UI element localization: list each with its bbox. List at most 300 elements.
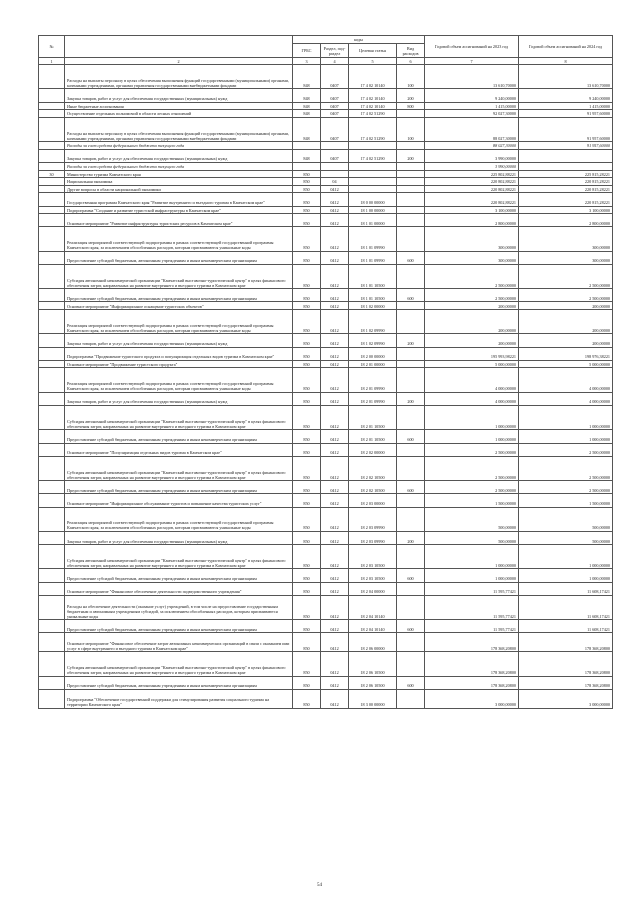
row-expense-type xyxy=(397,347,425,360)
row-amount-2024: 500,00000 xyxy=(519,531,613,544)
row-target-article xyxy=(349,162,397,170)
row-name: Субсидия автономной некоммерческой организации "Камчатский выставочно-туристический центр" в целях финансового обеспечения затрат, направленных на развитие внутреннего и въездного туризма в Камчатском крае xyxy=(65,545,293,569)
row-name: Предоставление субсидий бюджетным, автономным учреждениям и иным некоммерческим организациям xyxy=(65,481,293,494)
row-target-article: 18 2 03 00000 xyxy=(349,494,397,507)
row-number xyxy=(39,227,65,251)
row-expense-type: 800 xyxy=(397,102,425,110)
row-target-article: 18 1 01 09990 xyxy=(349,251,397,264)
row-expense-type xyxy=(397,178,425,186)
header-idx: 5 xyxy=(349,58,397,65)
row-razdel: 0412 xyxy=(321,310,349,334)
row-target-article xyxy=(349,185,397,193)
row-target-article: 18 2 04 10140 xyxy=(349,595,397,619)
row-amount-2023: 88 027,30000 xyxy=(425,142,519,150)
row-amount-2024: 1 000,00000 xyxy=(519,569,613,582)
row-grbs: 850 xyxy=(293,178,321,186)
table-row xyxy=(39,162,613,170)
row-name: Предоставление субсидий бюджетным, автономным учреждениям и иным некоммерческим организациям xyxy=(65,289,293,302)
row-amount-2023: 300,00000 xyxy=(425,251,519,264)
row-amount-2023: 1 500,00000 xyxy=(425,494,519,507)
row-grbs: 850 xyxy=(293,582,321,595)
row-razdel: 0412 xyxy=(321,676,349,689)
table-row xyxy=(39,185,613,193)
table-row xyxy=(39,193,613,206)
row-number xyxy=(39,110,65,118)
table-row xyxy=(39,595,613,619)
row-razdel: 0407 xyxy=(321,117,349,141)
table-row xyxy=(39,206,613,214)
row-amount-2024: 11 608,17421 xyxy=(519,595,613,619)
budget-table xyxy=(38,35,613,709)
table-row xyxy=(39,569,613,582)
table-row xyxy=(39,89,613,102)
row-number xyxy=(39,214,65,227)
row-amount-2023: 1 415,00000 xyxy=(425,102,519,110)
table-row xyxy=(39,302,613,310)
row-amount-2023: 13 610,70000 xyxy=(425,65,519,89)
row-razdel: 0407 xyxy=(321,110,349,118)
row-target-article: 18 0 00 00000 xyxy=(349,193,397,206)
row-expense-type xyxy=(397,162,425,170)
row-number xyxy=(39,264,65,288)
row-name: Реализация мероприятий соответствующей подпрограммы в рамках соответствующей государственной программы Камчатского края, за исключением обособленных расходов, которым присваиваются уникальные коды xyxy=(65,507,293,531)
row-target-article: 18 1 01 00000 xyxy=(349,214,397,227)
row-number xyxy=(39,443,65,456)
row-amount-2024: 198 976,38221 xyxy=(519,347,613,360)
row-name: Субсидия автономной некоммерческой организации "Камчатский выставочно-туристический центр" в целях финансового обеспечения затрат, направленных на развитие внутреннего и въездного туризма в Камчатском крае xyxy=(65,456,293,480)
table-row xyxy=(39,652,613,676)
row-razdel: 0412 xyxy=(321,494,349,507)
row-razdel: 0412 xyxy=(321,360,349,368)
row-expense-type xyxy=(397,360,425,368)
row-amount-2024 xyxy=(519,162,613,170)
row-number xyxy=(39,360,65,368)
header-razdel: Раздел, под-раздел xyxy=(321,44,349,58)
header-2023: Годовой объем ассигнований на 2023 год xyxy=(425,36,519,58)
row-amount-2023: 2 500,00000 xyxy=(425,443,519,456)
row-grbs: 848 xyxy=(293,102,321,110)
row-amount-2023: 92 027,30000 xyxy=(425,110,519,118)
row-expense-type xyxy=(397,302,425,310)
row-name: Иные бюджетные ассигнования xyxy=(65,102,293,110)
row-grbs: 848 xyxy=(293,117,321,141)
row-target-article: 18 2 01 10500 xyxy=(349,405,397,429)
row-number xyxy=(39,347,65,360)
row-name: Предоставление субсидий бюджетным, автономным учреждениям и иным некоммерческим организациям xyxy=(65,676,293,689)
row-grbs: 850 xyxy=(293,347,321,360)
row-grbs: 850 xyxy=(293,264,321,288)
row-razdel: 0412 xyxy=(321,569,349,582)
row-number xyxy=(39,117,65,141)
row-number xyxy=(39,430,65,443)
row-amount-2023: 3 100,00000 xyxy=(425,206,519,214)
row-number xyxy=(39,102,65,110)
row-name: Предоставление субсидий бюджетным, автономным учреждениям и иным некоммерческим организациям xyxy=(65,569,293,582)
table-row xyxy=(39,117,613,141)
row-amount-2023: 500,00000 xyxy=(425,507,519,531)
row-target-article: 18 1 02 09990 xyxy=(349,310,397,334)
row-name: Национальная экономика xyxy=(65,178,293,186)
row-name: Основное мероприятие "Продвижение туристского продукта" xyxy=(65,360,293,368)
row-expense-type xyxy=(397,443,425,456)
table-row xyxy=(39,405,613,429)
row-amount-2024: 11 608,17421 xyxy=(519,620,613,633)
table-row xyxy=(39,102,613,110)
table-row xyxy=(39,310,613,334)
row-amount-2023: 2 500,00000 xyxy=(425,456,519,480)
table-row xyxy=(39,264,613,288)
row-name: Осуществление отдельных полномочий в области лесных отношений xyxy=(65,110,293,118)
row-target-article: 18 1 01 10500 xyxy=(349,289,397,302)
header-grbs: ГРБС xyxy=(293,44,321,58)
row-grbs: 850 xyxy=(293,507,321,531)
row-target-article: 18 1 01 09990 xyxy=(349,227,397,251)
row-grbs: 850 xyxy=(293,360,321,368)
row-amount-2024: 178 368,20800 xyxy=(519,676,613,689)
table-row xyxy=(39,251,613,264)
row-amount-2023: 178 368,20800 xyxy=(425,633,519,652)
table-row xyxy=(39,531,613,544)
row-target-article: 18 2 03 09990 xyxy=(349,507,397,531)
row-amount-2024: 3 100,00000 xyxy=(519,206,613,214)
row-razdel: 0412 xyxy=(321,405,349,429)
row-target-article: 18 2 04 00000 xyxy=(349,582,397,595)
row-amount-2023: 11 595,77421 xyxy=(425,582,519,595)
row-grbs: 848 xyxy=(293,149,321,162)
row-name: Основное мероприятие "Развитие инфраструктуры туристских ресурсов в Камчатском крае" xyxy=(65,214,293,227)
row-number xyxy=(39,185,65,193)
table-body xyxy=(39,65,613,709)
row-amount-2023: 88 027,30000 xyxy=(425,117,519,141)
row-number xyxy=(39,633,65,652)
table-row xyxy=(39,227,613,251)
row-amount-2023: 1 000,00000 xyxy=(425,430,519,443)
row-number xyxy=(39,149,65,162)
row-amount-2023: 9 240,00000 xyxy=(425,89,519,102)
row-name: Закупка товаров, работ и услуг для обеспечения государственных (муниципальных) нужд xyxy=(65,89,293,102)
row-expense-type xyxy=(397,206,425,214)
row-name: Реализация мероприятий соответствующей подпрограммы в рамках соответствующей государственной программы Камчатского края, за исключением обособленных расходов, которым присваиваются уникальные коды xyxy=(65,310,293,334)
row-grbs: 850 xyxy=(293,170,321,178)
row-razdel: 0412 xyxy=(321,302,349,310)
row-razdel xyxy=(321,170,349,178)
row-razdel: 0412 xyxy=(321,214,349,227)
row-name: Субсидия автономной некоммерческой организации "Камчатский выставочно-туристический центр" в целях финансового обеспечения затрат, направленных на развитие внутреннего и въездного туризма в Камчатском крае xyxy=(65,652,293,676)
header-codes: коды xyxy=(293,36,425,44)
row-expense-type xyxy=(397,545,425,569)
row-number xyxy=(39,178,65,186)
row-target-article: 18 2 03 10500 xyxy=(349,545,397,569)
row-target-article: 18 2 02 10500 xyxy=(349,456,397,480)
row-amount-2023: 300,00000 xyxy=(425,227,519,251)
row-target-article xyxy=(349,170,397,178)
header-vr: Вид расходов xyxy=(397,44,425,58)
row-amount-2023: 5 000,00000 xyxy=(425,360,519,368)
row-expense-type: 600 xyxy=(397,569,425,582)
row-expense-type: 600 xyxy=(397,251,425,264)
row-grbs: 850 xyxy=(293,456,321,480)
row-number xyxy=(39,582,65,595)
row-target-article: 18 2 02 00000 xyxy=(349,443,397,456)
row-grbs: 848 xyxy=(293,110,321,118)
row-number xyxy=(39,251,65,264)
header-idx: 3 xyxy=(293,58,321,65)
table-row xyxy=(39,676,613,689)
row-number xyxy=(39,405,65,429)
row-razdel: 0407 xyxy=(321,89,349,102)
table-row xyxy=(39,170,613,178)
row-amount-2023: 3 990,00000 xyxy=(425,162,519,170)
header-idx: 4 xyxy=(321,58,349,65)
row-amount-2024 xyxy=(519,149,613,162)
row-expense-type xyxy=(397,494,425,507)
row-number xyxy=(39,193,65,206)
row-number xyxy=(39,392,65,405)
row-number xyxy=(39,531,65,544)
row-expense-type xyxy=(397,689,425,708)
row-amount-2024: 13 610,70000 xyxy=(519,65,613,89)
row-expense-type: 200 xyxy=(397,149,425,162)
row-expense-type: 100 xyxy=(397,65,425,89)
row-amount-2024: 178 368,20800 xyxy=(519,652,613,676)
row-amount-2023: 1 000,00000 xyxy=(425,545,519,569)
row-grbs: 850 xyxy=(293,214,321,227)
row-grbs: 850 xyxy=(293,193,321,206)
row-name: Другие вопросы в области национальной экономики xyxy=(65,185,293,193)
row-amount-2023: 220 802,88221 xyxy=(425,178,519,186)
row-amount-2024: 200,00000 xyxy=(519,310,613,334)
row-amount-2024: 220 815,28221 xyxy=(519,185,613,193)
row-amount-2024: 1 000,00000 xyxy=(519,545,613,569)
row-amount-2023: 178 368,20800 xyxy=(425,652,519,676)
row-razdel: 0412 xyxy=(321,689,349,708)
row-name: Закупка товаров, работ и услуг для обеспечения государственных (муниципальных) нужд xyxy=(65,149,293,162)
row-target-article: 18 1 00 00000 xyxy=(349,206,397,214)
row-target-article: 18 2 06 10500 xyxy=(349,676,397,689)
row-expense-type xyxy=(397,170,425,178)
table-row xyxy=(39,494,613,507)
row-number xyxy=(39,494,65,507)
row-razdel: 0412 xyxy=(321,227,349,251)
row-grbs: 850 xyxy=(293,676,321,689)
row-number xyxy=(39,481,65,494)
row-razdel: 04 xyxy=(321,178,349,186)
row-expense-type xyxy=(397,193,425,206)
row-target-article: 18 2 01 00000 xyxy=(349,360,397,368)
row-number xyxy=(39,507,65,531)
row-amount-2024: 91 957,60000 xyxy=(519,110,613,118)
row-target-article: 18 2 00 00000 xyxy=(349,347,397,360)
row-target-article: 18 2 01 09990 xyxy=(349,368,397,392)
row-name: Министерство туризма Камчатского края xyxy=(65,170,293,178)
row-number: 30 xyxy=(39,170,65,178)
row-expense-type xyxy=(397,264,425,288)
row-target-article: 18 1 02 00000 xyxy=(349,302,397,310)
row-name: Предоставление субсидий бюджетным, автономным учреждениям и иным некоммерческим организациям xyxy=(65,430,293,443)
row-amount-2024: 200,00000 xyxy=(519,334,613,347)
row-razdel: 0412 xyxy=(321,193,349,206)
header-cs: Целевая статья xyxy=(349,44,397,58)
table-row xyxy=(39,149,613,162)
row-number xyxy=(39,689,65,708)
table-row xyxy=(39,289,613,302)
row-number xyxy=(39,206,65,214)
header-no: № xyxy=(39,36,65,58)
row-target-article: 18 3 00 00000 xyxy=(349,689,397,708)
row-amount-2024: 4 000,00000 xyxy=(519,368,613,392)
row-razdel: 0412 xyxy=(321,531,349,544)
header-idx: 7 xyxy=(425,58,519,65)
row-razdel: 0412 xyxy=(321,595,349,619)
row-target-article: 18 2 06 10500 xyxy=(349,652,397,676)
row-grbs: 850 xyxy=(293,595,321,619)
row-amount-2024: 2 500,00000 xyxy=(519,289,613,302)
page-number: 54 xyxy=(317,883,322,888)
row-razdel xyxy=(321,142,349,150)
row-number xyxy=(39,545,65,569)
row-razdel: 0407 xyxy=(321,102,349,110)
row-grbs: 850 xyxy=(293,310,321,334)
row-expense-type: 200 xyxy=(397,531,425,544)
row-amount-2023: 220 802,88221 xyxy=(425,193,519,206)
row-razdel: 0412 xyxy=(321,347,349,360)
row-number xyxy=(39,162,65,170)
row-expense-type: 600 xyxy=(397,430,425,443)
row-grbs: 850 xyxy=(293,545,321,569)
row-amount-2023: 2 500,00000 xyxy=(425,289,519,302)
row-amount-2024: 11 608,17421 xyxy=(519,582,613,595)
row-name: Подпрограмма "Обеспечение государственной поддержки для стимулирования развития социального туризма на территории Камчатского края" xyxy=(65,689,293,708)
row-amount-2023: 1 000,00000 xyxy=(425,569,519,582)
row-name: Субсидия автономной некоммерческой организации "Камчатский выставочно-туристический центр" в целях финансового обеспечения затрат, направленных на развитие внутреннего и въездного туризма в Камчатском крае xyxy=(65,264,293,288)
row-name: Расходы на обеспечение деятельности (оказание услуг) учреждений, в том числе на предоставление государственным бюджетным и автономным учреждениям субсидий, за исключением обособленных расходов, которым присваиваются уникальные коды xyxy=(65,595,293,619)
table-row xyxy=(39,347,613,360)
row-target-article xyxy=(349,178,397,186)
table-row xyxy=(39,334,613,347)
row-target-article: 18 2 03 10500 xyxy=(349,569,397,582)
budget-table-container xyxy=(38,35,612,709)
row-name: Закупка товаров, работ и услуг для обеспечения государственных (муниципальных) нужд xyxy=(65,392,293,405)
row-amount-2023: 220 802,88221 xyxy=(425,185,519,193)
row-amount-2024: 91 957,60000 xyxy=(519,117,613,141)
row-grbs: 848 xyxy=(293,65,321,89)
row-target-article: 18 2 01 09990 xyxy=(349,392,397,405)
row-grbs: 850 xyxy=(293,652,321,676)
row-amount-2023: 178 368,20800 xyxy=(425,676,519,689)
row-number xyxy=(39,310,65,334)
table-row xyxy=(39,430,613,443)
row-razdel: 0412 xyxy=(321,456,349,480)
row-target-article: 18 2 01 10500 xyxy=(349,430,397,443)
row-amount-2024: 2 500,00000 xyxy=(519,443,613,456)
row-grbs: 850 xyxy=(293,481,321,494)
row-razdel: 0412 xyxy=(321,206,349,214)
row-razdel: 0407 xyxy=(321,149,349,162)
table-row xyxy=(39,360,613,368)
header-idx: 6 xyxy=(397,58,425,65)
table-row xyxy=(39,178,613,186)
row-amount-2023: 3 990,00000 xyxy=(425,149,519,162)
row-name: Закупка товаров, работ и услуг для обеспечения государственных (муниципальных) нужд xyxy=(65,334,293,347)
table-row xyxy=(39,65,613,89)
row-target-article: 17 4 02 10140 xyxy=(349,102,397,110)
row-expense-type xyxy=(397,507,425,531)
row-razdel: 0412 xyxy=(321,481,349,494)
table-row xyxy=(39,582,613,595)
row-expense-type: 200 xyxy=(397,89,425,102)
row-number xyxy=(39,368,65,392)
row-razdel: 0412 xyxy=(321,430,349,443)
row-name: Субсидия автономной некоммерческой организации "Камчатский выставочно-туристический центр" в целях финансового обеспечения затрат, направленных на развитие внутреннего и въездного туризма в Камчатском крае xyxy=(65,405,293,429)
row-amount-2024: 1 415,00000 xyxy=(519,102,613,110)
row-amount-2024: 2 500,00000 xyxy=(519,481,613,494)
row-amount-2023: 200,00000 xyxy=(425,334,519,347)
row-amount-2023: 200,00000 xyxy=(425,310,519,334)
row-expense-type xyxy=(397,456,425,480)
row-amount-2024: 500,00000 xyxy=(519,507,613,531)
row-grbs: 850 xyxy=(293,531,321,544)
row-name: Основное мероприятие "Информационное оснащение туристских объектов" xyxy=(65,302,293,310)
row-amount-2023: 4 000,00000 xyxy=(425,392,519,405)
row-number xyxy=(39,569,65,582)
row-amount-2023: 2 500,00000 xyxy=(425,481,519,494)
row-grbs: 850 xyxy=(293,227,321,251)
header-index-row xyxy=(39,58,613,65)
row-grbs: 850 xyxy=(293,494,321,507)
row-razdel: 0412 xyxy=(321,443,349,456)
row-razdel: 0412 xyxy=(321,633,349,652)
row-amount-2024: 200,00000 xyxy=(519,302,613,310)
row-number xyxy=(39,65,65,89)
row-name: Предоставление субсидий бюджетным, автономным учреждениям и иным некоммерческим организациям xyxy=(65,620,293,633)
row-amount-2024: 220 815,28221 xyxy=(519,193,613,206)
row-name: Расходы за счет средств федерального бюджета текущего года xyxy=(65,142,293,150)
row-razdel: 0412 xyxy=(321,545,349,569)
row-number xyxy=(39,676,65,689)
row-number xyxy=(39,302,65,310)
row-number xyxy=(39,142,65,150)
row-number xyxy=(39,334,65,347)
row-amount-2024: 1 000,00000 xyxy=(519,430,613,443)
row-expense-type xyxy=(397,652,425,676)
row-target-article: 17 4 02 51290 xyxy=(349,149,397,162)
row-number xyxy=(39,289,65,302)
row-number xyxy=(39,89,65,102)
table-row xyxy=(39,110,613,118)
row-name: Реализация мероприятий соответствующей подпрограммы в рамках соответствующей государственной программы Камчатского края, за исключением обособленных расходов, которым присваиваются уникальные коды xyxy=(65,368,293,392)
row-razdel: 0412 xyxy=(321,507,349,531)
row-target-article: 18 1 02 09990 xyxy=(349,334,397,347)
row-amount-2023: 3 000,00000 xyxy=(425,689,519,708)
row-name: Закупка товаров, работ и услуг для обеспечения государственных (муниципальных) нужд xyxy=(65,531,293,544)
row-expense-type xyxy=(397,310,425,334)
row-razdel: 0412 xyxy=(321,652,349,676)
table-row xyxy=(39,545,613,569)
row-razdel: 0412 xyxy=(321,251,349,264)
row-razdel: 0412 xyxy=(321,334,349,347)
row-razdel: 0412 xyxy=(321,582,349,595)
row-razdel: 0407 xyxy=(321,65,349,89)
row-amount-2024: 178 368,20800 xyxy=(519,633,613,652)
row-name: Основное мероприятие "Информационное обслуживание туристов и повышение качества туристских услуг" xyxy=(65,494,293,507)
row-amount-2024: 225 815,28221 xyxy=(519,170,613,178)
row-expense-type: 200 xyxy=(397,392,425,405)
row-grbs: 848 xyxy=(293,89,321,102)
row-number xyxy=(39,595,65,619)
table-row xyxy=(39,392,613,405)
row-amount-2024: 9 240,00000 xyxy=(519,89,613,102)
table-row xyxy=(39,689,613,708)
